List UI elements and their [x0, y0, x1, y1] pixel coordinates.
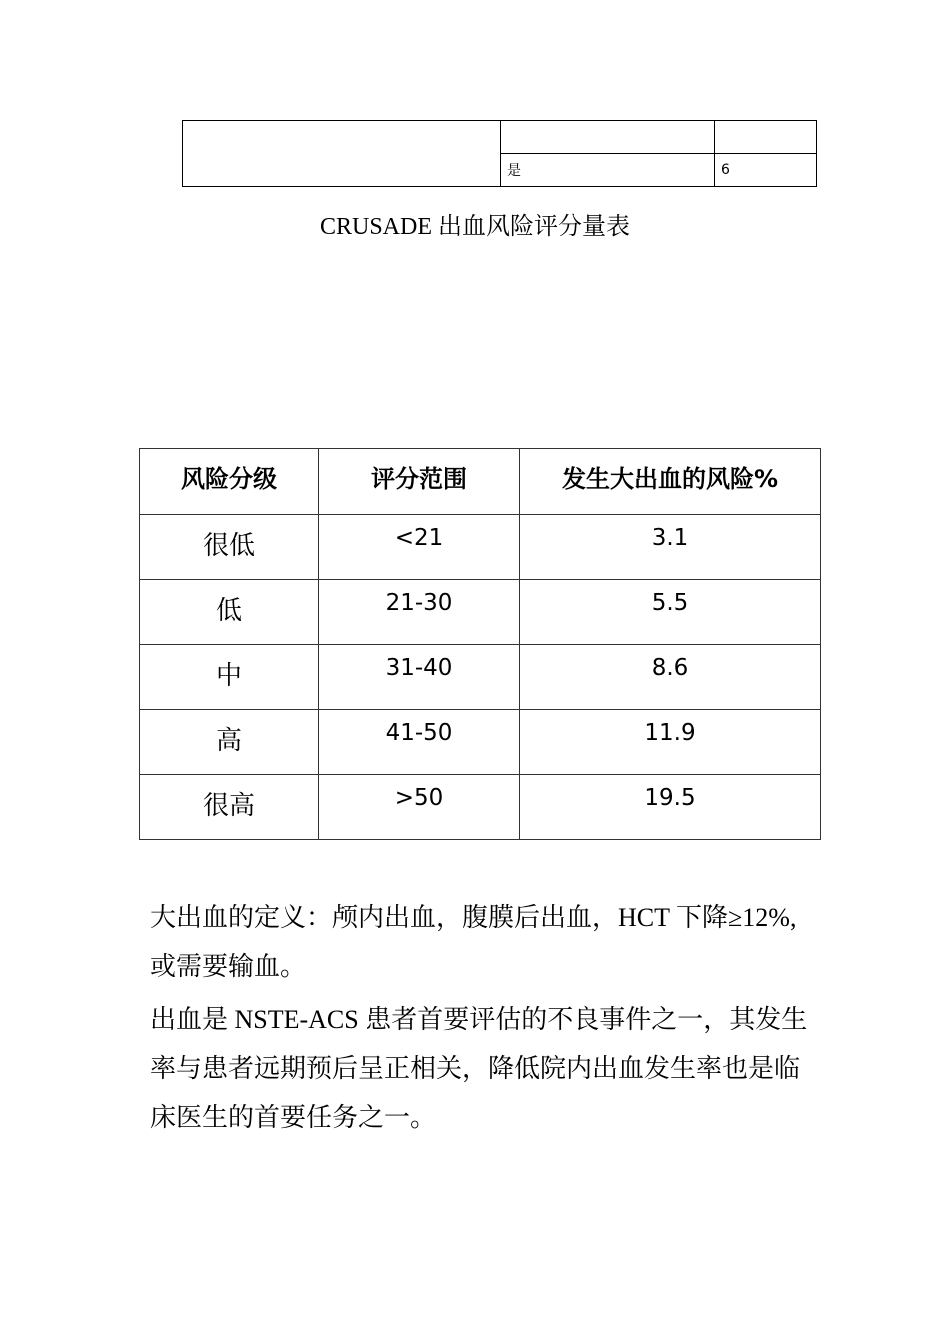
major-bleeding-definition: 大出血的定义：颅内出血，腹膜后出血，HCT 下降≥12%,或需要输血。 [150, 903, 797, 981]
score-range-cell: <21 [319, 515, 520, 580]
score-range-cell: 41-50 [319, 710, 520, 775]
bleeding-risk-cell: 19.5 [520, 775, 821, 840]
table-row [140, 515, 821, 580]
table-cell [715, 121, 817, 154]
table-cell: 是 [501, 154, 715, 187]
risk-level-cell: 中 [140, 645, 319, 710]
table-row [140, 580, 821, 645]
risk-level-cell: 高 [140, 710, 319, 775]
column-header: 评分范围 [319, 449, 520, 515]
score-range-cell: 31-40 [319, 645, 520, 710]
table-row [183, 121, 817, 154]
risk-level-cell: 很低 [140, 515, 319, 580]
document-title: CRUSADE 出血风险评分量表 [319, 214, 631, 240]
risk-level-cell: 很高 [140, 775, 319, 840]
bleeding-significance-paragraph: 出血是 NSTE-ACS 患者首要评估的不良事件之一，其发生率与患者远期预后呈正相关，降低院内出血发生率也是临床医生的首要任务之一。 [150, 1005, 808, 1132]
table-cell [183, 121, 501, 187]
table-row [140, 775, 821, 840]
top-fragment-table [182, 120, 817, 187]
column-header: 发生大出血的风险% [520, 449, 821, 515]
bleeding-risk-cell: 11.9 [520, 710, 821, 775]
risk-level-cell: 低 [140, 580, 319, 645]
score-range-cell: >50 [319, 775, 520, 840]
score-range-cell: 21-30 [319, 580, 520, 645]
table-row [140, 710, 821, 775]
bleeding-risk-cell: 3.1 [520, 515, 821, 580]
table-cell: 6 [715, 154, 817, 187]
column-header: 风险分级 [140, 449, 319, 515]
table-cell [501, 121, 715, 154]
bleeding-risk-cell: 8.6 [520, 645, 821, 710]
risk-table [139, 448, 821, 840]
table-header-row [140, 449, 821, 515]
table-row [140, 645, 821, 710]
bleeding-risk-cell: 5.5 [520, 580, 821, 645]
